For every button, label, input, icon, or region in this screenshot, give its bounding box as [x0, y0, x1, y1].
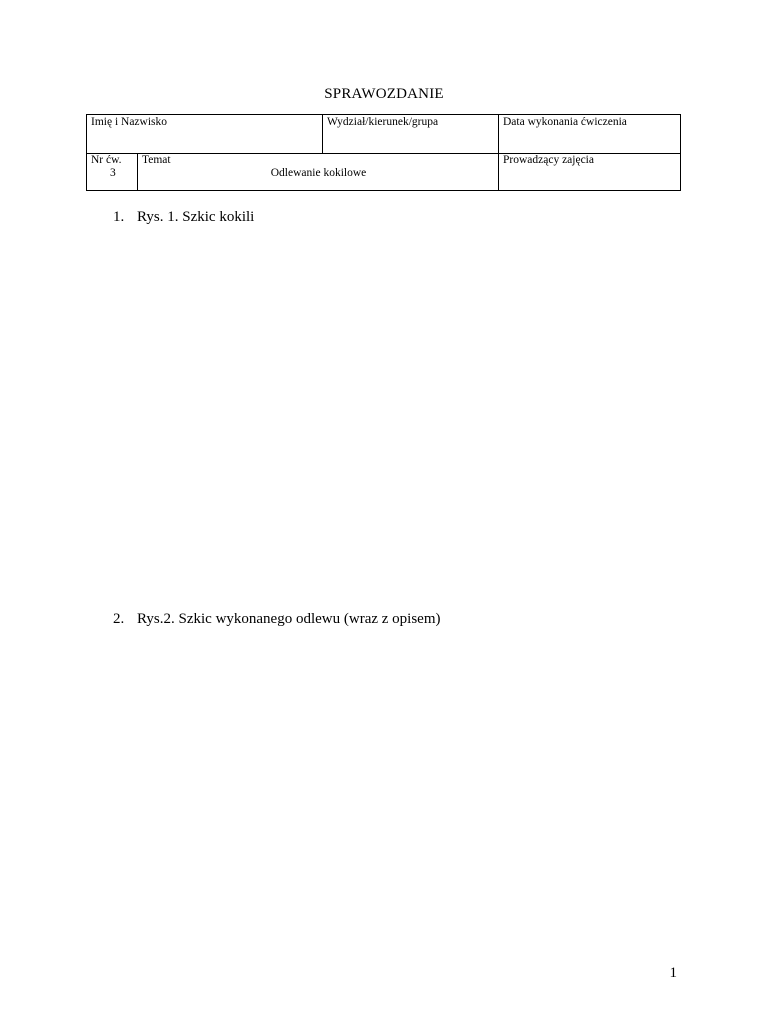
list-item-number: 2.	[113, 611, 125, 627]
name-label: Imię i Nazwisko	[91, 116, 168, 128]
date-cell	[499, 115, 682, 153]
instructor-cell	[499, 153, 682, 191]
department-cell	[323, 115, 499, 153]
document-title: SPRAWOZDANIE	[324, 86, 444, 102]
topic-value: Odlewanie kokilowe	[270, 167, 367, 179]
page-number: 1	[669, 965, 677, 981]
instructor-label: Prowadzący zajęcia	[503, 154, 594, 166]
list-item	[113, 209, 254, 226]
exercise-number-label: Nr ćw.	[91, 154, 122, 166]
department-label: Wydział/kierunek/grupa	[327, 116, 439, 128]
date-label: Data wykonania ćwiczenia	[503, 116, 627, 128]
header-table	[86, 114, 681, 191]
exercise-number-value: 3	[110, 167, 116, 179]
exercise-number-cell	[87, 153, 138, 191]
list-item-text: Rys. 1. Szkic kokili	[137, 209, 255, 225]
name-cell	[87, 115, 323, 153]
list-item-text: Rys.2. Szkic wykonanego odlewu (wraz z opisem)	[137, 611, 441, 627]
topic-cell	[138, 153, 499, 191]
topic-label: Temat	[142, 154, 171, 166]
list-item	[113, 611, 441, 628]
list-item-number: 1.	[113, 209, 125, 225]
